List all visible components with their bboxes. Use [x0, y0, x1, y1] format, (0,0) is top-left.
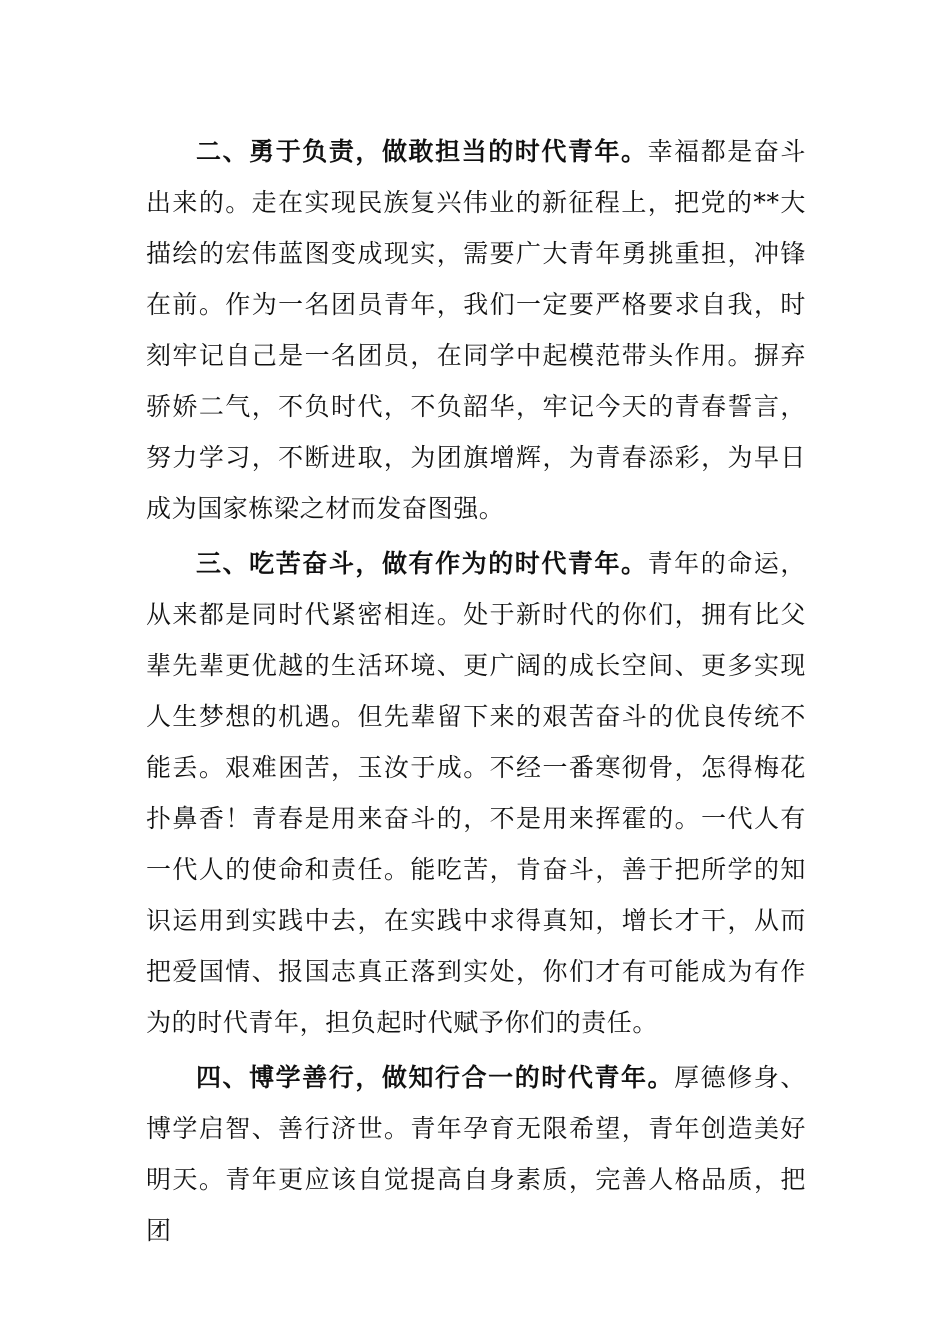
- paragraph-heading: 二、勇于负责，做敢担当的时代青年。: [196, 137, 648, 166]
- paragraph-heading: 三、吃苦奋斗，做有作为的时代青年。: [196, 549, 648, 578]
- paragraph-responsibility: [146, 126, 806, 534]
- paragraph-text: 厚德修身、博学启智、善行济世。青年孕育无限希望，青年创造美好明天。青年更应该自觉提高自身素质，完善人格品质，把团: [146, 1063, 806, 1245]
- paragraph-text: 幸福都是奋斗出来的。走在实现民族复兴伟业的新征程上，把党的**大描绘的宏伟蓝图变成现实，需要广大青年勇挑重担，冲锋在前。作为一名团员青年，我们一定要严格要求自我，时刻牢记自己是一名团员，在同学中起模范带头作用。摒弃骄娇二气，不负时代，不负韶华，牢记今天的青春誓言，努力学习，不断进取，为团旗增辉，为青春添彩，为早日成为国家栋梁之材而发奋图强。: [146, 137, 806, 523]
- paragraph-text: 青年的命运，从来都是同时代紧密相连。处于新时代的你们，拥有比父辈先辈更优越的生活环境、更广阔的成长空间、更多实现人生梦想的机遇。但先辈留下来的艰苦奋斗的优良传统不能丢。艰难困苦，玉汝于成。不经一番寒彻骨，怎得梅花扑鼻香！青春是用来奋斗的，不是用来挥霍的。一代人有一代人的使命和责任。能吃苦，肯奋斗，善于把所学的知识运用到实践中去，在实践中求得真知，增长才干，从而把爱国情、报国志真正落到实处，你们才有可能成为有作为的时代青年，担负起时代赋予你们的责任。: [146, 549, 806, 1037]
- paragraph-hard-work: [146, 538, 806, 1048]
- paragraph-learning: [146, 1052, 806, 1256]
- document-body: [146, 126, 806, 1260]
- paragraph-heading: 四、博学善行，做知行合一的时代青年。: [196, 1063, 675, 1092]
